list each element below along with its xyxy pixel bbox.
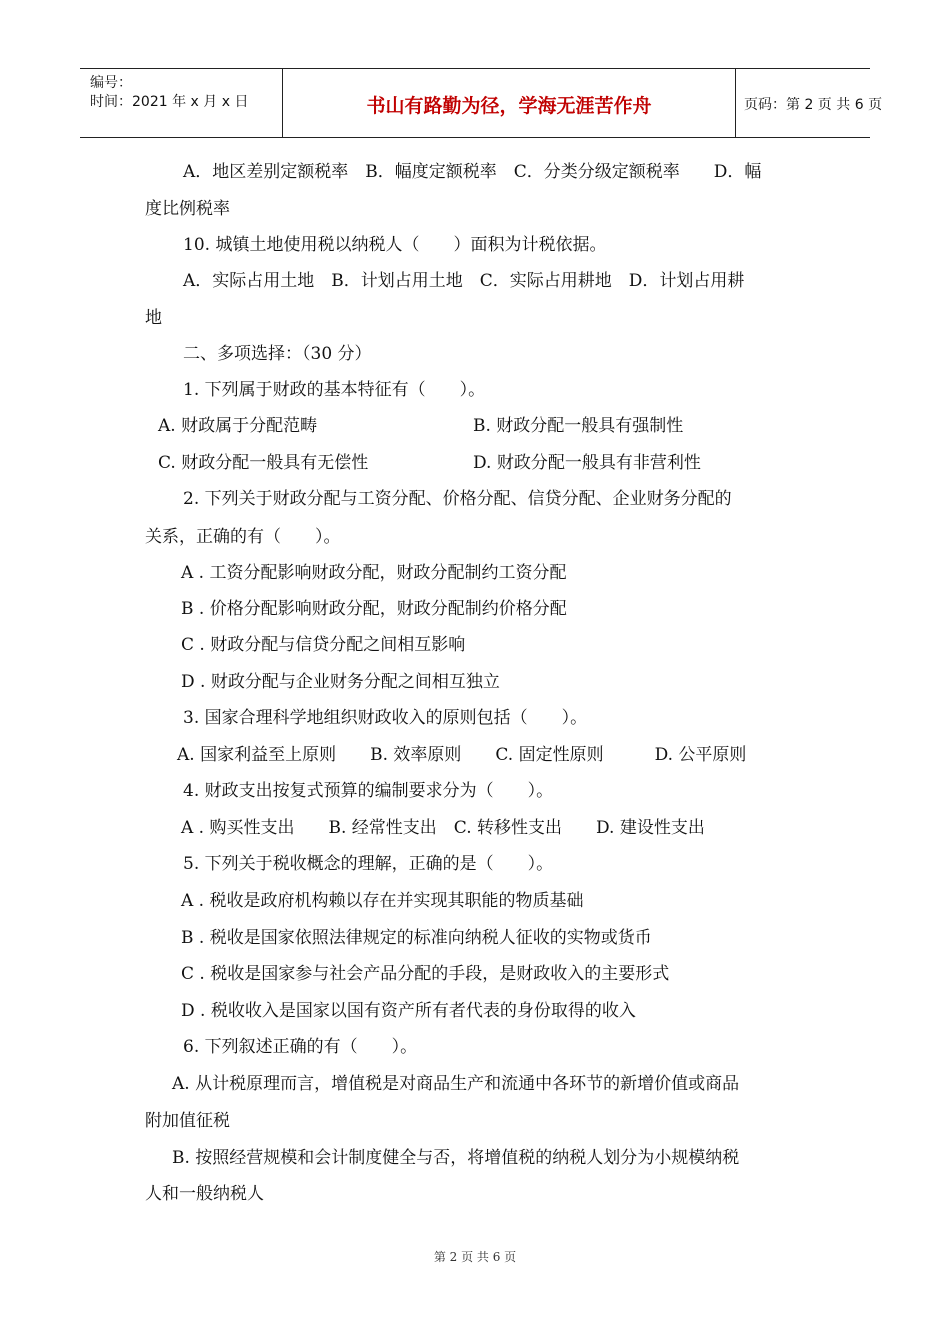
option-line: A. 国家利益至上原则 B. 效率原则 C. 固定性原则 D. 公平原则 <box>177 745 747 765</box>
page-footer <box>0 1248 950 1265</box>
question-line: 3. 国家合理科学地组织财政收入的原则包括（ ）。 <box>183 708 588 728</box>
option-line: C . 财政分配与信贷分配之间相互影响 <box>181 635 466 655</box>
option-line: B. 财政分配一般具有强制性 <box>473 416 684 436</box>
option-line: B . 税收是国家依照法律规定的标准向纳税人征收的实物或货币 <box>181 928 652 948</box>
question-line: 6. 下列叙述正确的有（ ）。 <box>183 1037 418 1057</box>
question-line: A．地区差别定额税率 B．幅度定额税率 C．分类分级定额税率 D．幅 <box>183 162 762 182</box>
header-motto-cell <box>282 69 736 137</box>
question-line: 关系，正确的有（ ）。 <box>145 527 341 547</box>
question-line: 度比例税率 <box>145 199 230 219</box>
option-line: B . 价格分配影响财政分配，财政分配制约价格分配 <box>181 599 567 619</box>
header-page-info: 页码：第 2 页 共 6 页 <box>744 97 883 113</box>
header-page-cell <box>734 69 883 137</box>
question-line: 地 <box>145 308 162 328</box>
option-line: 人和一般纳税人 <box>145 1184 264 1204</box>
option-line: A. 财政属于分配范畴 <box>158 416 318 436</box>
option-line: C. 财政分配一般具有无偿性 <box>158 453 369 473</box>
question-line: A．实际占用土地 B．计划占用土地 C．实际占用耕地 D．计划占用耕 <box>183 271 745 291</box>
page-header <box>80 68 883 138</box>
option-line: D. 财政分配一般具有非营利性 <box>473 453 701 473</box>
document-number-label: 编号： <box>90 75 132 91</box>
option-line: C . 税收是国家参与社会产品分配的手段，是财政收入的主要形式 <box>181 964 670 984</box>
footer-page-number: 第 2 页 共 6 页 <box>433 1250 517 1264</box>
document-date: 时间：2021 年 x 月 x 日 <box>90 94 249 110</box>
header-motto: 书山有路勤为径，学海无涯苦作舟 <box>366 95 652 117</box>
option-line: D . 税收收入是国家以国有资产所有者代表的身份取得的收入 <box>181 1001 636 1021</box>
option-line: 附加值征税 <box>145 1111 230 1131</box>
option-line: D . 财政分配与企业财务分配之间相互独立 <box>181 672 500 692</box>
section-heading: 二、多项选择：（30 分） <box>183 344 372 364</box>
option-line: A . 工资分配影响财政分配，财政分配制约工资分配 <box>181 563 567 583</box>
option-line: B. 按照经营规模和会计制度健全与否，将增值税的纳税人划分为小规模纳税 <box>172 1148 740 1168</box>
question-line: 2. 下列关于财政分配与工资分配、价格分配、信贷分配、企业财务分配的 <box>183 489 732 509</box>
option-line: A. 从计税原理而言，增值税是对商品生产和流通中各环节的新增价值或商品 <box>172 1074 740 1094</box>
question-line: 10. 城镇土地使用税以纳税人（ ）面积为计税依据。 <box>183 235 607 255</box>
question-line: 4. 财政支出按复式预算的编制要求分为（ ）。 <box>183 781 554 801</box>
option-line: A . 购买性支出 B. 经常性支出 C. 转移性支出 D. 建设性支出 <box>181 818 705 838</box>
header-left-cell <box>80 69 282 137</box>
option-line: A . 税收是政府机构赖以存在并实现其职能的物质基础 <box>181 891 584 911</box>
question-line: 5. 下列关于税收概念的理解，正确的是（ ）。 <box>183 854 554 874</box>
question-line: 1. 下列属于财政的基本特征有（ ）。 <box>183 380 486 400</box>
